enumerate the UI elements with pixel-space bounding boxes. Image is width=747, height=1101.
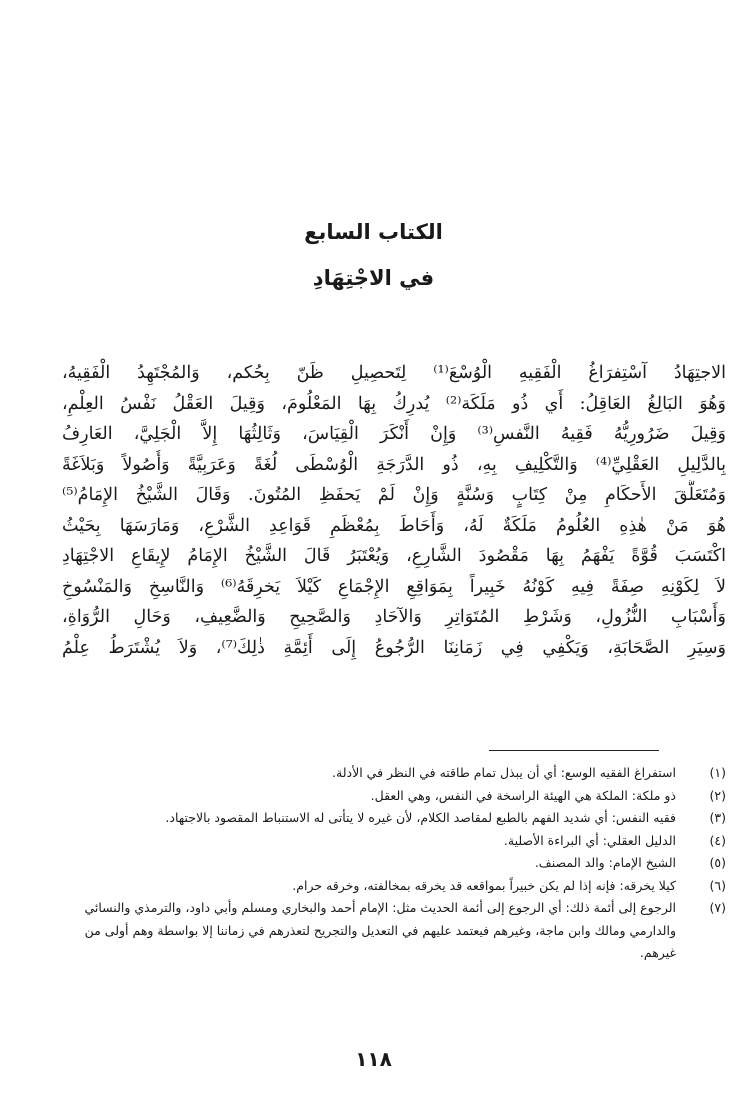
footnote-number: (٢): [709, 787, 726, 803]
text-line: اكْتَسَبَ قُوَّةً يَفْهَمُ بِهَا مَقْصُودَ الشَّارِعِ، وَيُعْتَبَرُ قَالَ الشَّيْخُ الإِمَامُ لإِيقَاعِ الاجْتِهَادِ: [62, 546, 726, 566]
footnote-text: استفراغ الفقيه الوسع: أي أن يبذل تمام طاقته في النظر في الأدلة.: [332, 765, 676, 780]
footnote: [62, 785, 726, 808]
footnote: [62, 852, 726, 875]
text-line: وَهُوَ البَالِغُ العَاقِلُ: أَي ذُو مَلَكَة⁽²⁾ يُدرِكُ بِهَا المَعْلُومَ، وَقِيلَ العَقْلُ نَفْسُ العِلْمِ،: [62, 393, 726, 414]
footnote-divider: [489, 750, 659, 751]
text-line: الاجتِهَادُ آسْتِفرَاغُ الْفَقِيهِ الْوُسْعَ⁽¹⁾ لِتَحصِيلِ ظَنّ بِحُكم، وَالمُجْتَهِدُ الْفَقِيهُ،: [62, 363, 726, 383]
footnote-number: (١): [709, 765, 726, 780]
text-line: هُوَ مَنْ هٰذِهِ العُلُومُ مَلَكَةٌ لَهُ، وَأَحَاطَ بِمُعْظَمِ قَوَاعِدِ الشَّرْعِ، وَمَارَسَهَا بِحَيْثُ: [62, 515, 726, 536]
footnote-number: (٣): [709, 810, 726, 825]
main-text: [62, 358, 726, 663]
footnote: [62, 897, 726, 965]
text-line: بِالدَّلِيلِ العَقْلِيِّ⁽⁴⁾ وَالتَّكْلِيفِ بِهِ، ذُو الدَّرَجَةِ الْوُسْطَى لُغَةً وَعَرَبِيَّةً وَأُصُولاً وَبَلاَغَةً: [62, 454, 726, 475]
footnote-text: ذو ملكة: الملكة هي الهيئة الراسخة في النفس، وهي العقل.: [370, 787, 676, 803]
chapter-subtitle: في الاجْتِهَادِ: [312, 266, 435, 290]
footnote-number: (٥): [709, 855, 726, 870]
page-number: ١١٨: [355, 1047, 392, 1071]
footnote: [62, 807, 726, 830]
text-line: لاَ لِكَوْنِهِ صِفَةً فِيهِ كَوْنُهُ خَبِيراً بِمَوَاقِعِ الإِجْمَاعِ كَيْلاَ يَخرِقَهُ⁽⁶⁾ وَالنَّاسِخِ وَالمَنْسُوخِ: [62, 576, 726, 597]
footnotes: [62, 762, 726, 965]
footnote-number: (٧): [709, 900, 726, 915]
text-line: وَقِيلَ ضَرُورِيُّهُ فَقِيهُ النَّفسِ⁽³⁾ وَإِنْ أَنْكَرَ الْقِيَاسَ، وَثَالِثُهَا إِلاَّ الْجَلِيَّ، العَارِفُ: [62, 424, 726, 444]
footnote-number: (٤): [709, 832, 726, 848]
text-line: وَأَسْبَابِ النُّزُولِ، وَشَرْطِ المُتَوَاتِرِ وَالآحَادِ وَالصَّحِيحِ وَالضَّعِيفِ، وَحَالِ الرُّوَاةِ،: [62, 607, 726, 627]
text-line: وَسِيَرِ الصَّحَابَةِ، وَيَكْفِي فِي زَمَانِنَا الرُّجُوعُ إِلَى أَئِمَّةِ ذٰلِكَ⁽⁷⁾، وَلاَ يُشْتَرَطُ عِلْمُ: [62, 637, 726, 658]
footnote: [62, 762, 726, 785]
footnote: [62, 830, 726, 853]
text-line: وَمُتَعَلَّقَ الأَحكَامِ مِنْ كِتَابٍ وَسُنَّةٍ وَإِنْ لَمْ يَحفَظِ المُتُونَ. وَقَالَ الشَّيْخُ الإِمَامُ⁽⁵⁾: [62, 485, 726, 505]
footnote-text: كيلا يخرقه: فإنه إذا لم يكن خبيراً بمواقعه قد يخرقه بمخالفته، وخرقه حرام.: [292, 877, 676, 893]
footnote-text: الدليل العقلي: أي البراءة الأصلية.: [503, 832, 676, 848]
footnote-text: الرجوع إلى أئمة ذلك: أي الرجوع إلى أئمة الحديث مثل: الإمام أحمد والبخاري ومسلم وأبي داود، والترمذي والنسائي والدارمي ومالك وابن ماجة، وغيرهم فيعتمد عليهم في التعديل والتجريح لتعذرهم في زماننا إلا بواسطة وهم أولى من غيرهم.: [84, 900, 676, 960]
footnote-text: فقيه النفس: أي شديد الفهم بالطبع لمقاصد الكلام، لأن غيره لا يتأتى له الاستنباط المقصود بالاجتهاد.: [165, 810, 676, 825]
chapter-heading: [0, 212, 747, 298]
footnote-number: (٦): [709, 877, 726, 893]
footnote-text: الشيخ الإمام: والد المصنف.: [534, 855, 676, 870]
chapter-title: الكتاب السابع: [304, 220, 443, 244]
footnote: [62, 875, 726, 898]
